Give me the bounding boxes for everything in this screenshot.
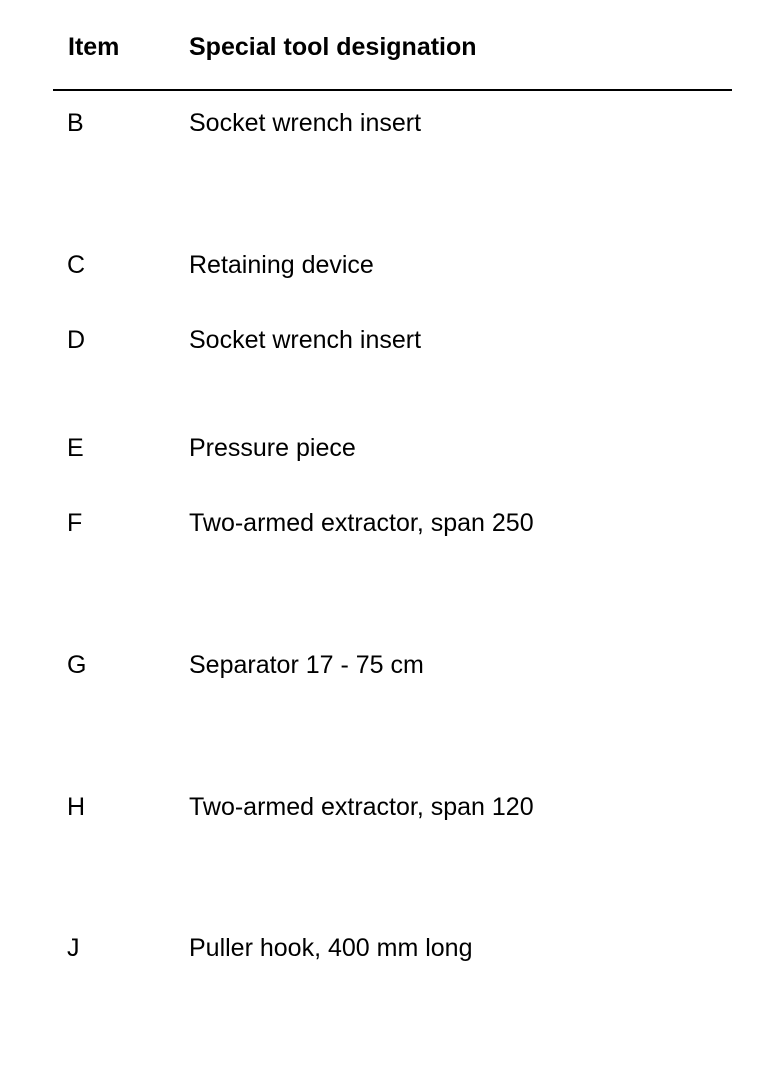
item-letter: D <box>67 326 86 354</box>
table-row <box>0 931 768 965</box>
item-letter: F <box>67 509 83 537</box>
tool-designation: Pressure piece <box>189 434 356 462</box>
item-letter: B <box>67 109 84 137</box>
item-letter: G <box>67 651 87 679</box>
table-row <box>0 431 768 465</box>
tool-designation: Socket wrench insert <box>189 109 422 137</box>
column-header-designation: Special tool designation <box>189 33 477 61</box>
item-letter: J <box>67 934 80 962</box>
table-header <box>0 0 768 90</box>
tool-designation: Separator 17 - 75 cm <box>189 651 424 679</box>
item-letter: E <box>67 434 84 462</box>
tool-designation: Retaining device <box>189 251 374 279</box>
table-row <box>0 790 768 824</box>
table-row <box>0 506 768 540</box>
tool-designation: Puller hook, 400 mm long <box>189 934 473 962</box>
tool-designation: Two-armed extractor, span 250 <box>189 509 534 537</box>
tool-designation: Two-armed extractor, span 120 <box>189 793 534 821</box>
column-header-item: Item <box>68 33 120 61</box>
table-row <box>0 248 768 282</box>
table-row <box>0 323 768 357</box>
item-letter: H <box>67 793 86 821</box>
item-letter: C <box>67 251 86 279</box>
table-row <box>0 106 768 140</box>
header-divider <box>53 89 732 91</box>
table-row <box>0 648 768 682</box>
tool-designation: Socket wrench insert <box>189 326 422 354</box>
